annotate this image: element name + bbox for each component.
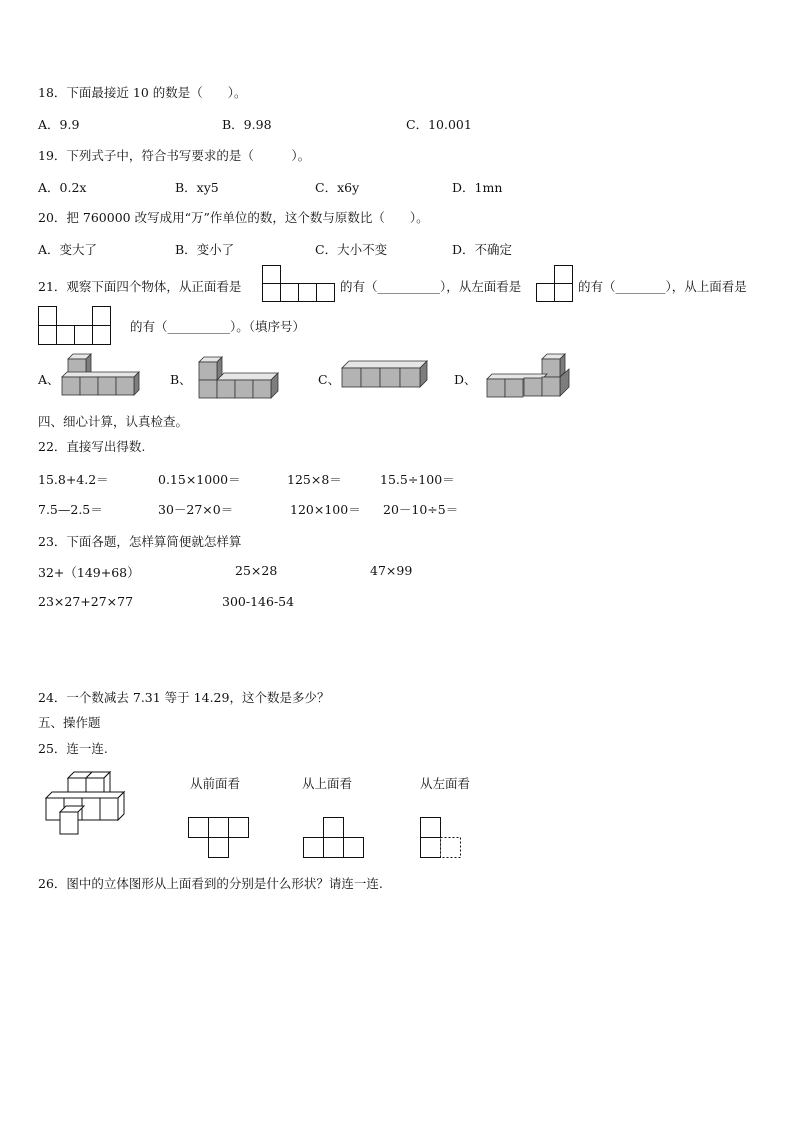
front-view-shape — [262, 265, 338, 302]
q21-option-a-label: A、 — [38, 372, 60, 387]
q19-option-d[interactable]: D．1mn — [452, 180, 503, 195]
q26-stem: 26．图中的立体图形从上面看到的分别是什么形状？请连一连. — [38, 876, 383, 891]
q21-option-d-label: D、 — [454, 372, 477, 387]
q21-text-part4: 的有（__________）。（填序号） — [130, 319, 306, 334]
q22-r2-c1: 7.5—2.5＝ — [38, 502, 103, 517]
q22-r1-c4: 15.5÷100＝ — [380, 472, 455, 487]
q22-r2-c2: 30－27×0＝ — [158, 502, 234, 517]
left-view-shape — [536, 265, 576, 302]
q19-option-a[interactable]: A．0.2x — [38, 180, 87, 195]
q25-front-view[interactable] — [188, 817, 258, 861]
q22-r1-c2: 0.15×1000＝ — [158, 472, 241, 487]
q25-top-label: 从上面看 — [302, 776, 353, 791]
q18-option-a[interactable]: A．9.9 — [38, 117, 80, 132]
section-4-heading: 四、细心计算，认真检查。 — [38, 414, 189, 429]
q23-stem: 23．下面各题，怎样算简便就怎样算 — [38, 534, 242, 549]
q20-option-d[interactable]: D．不确定 — [452, 242, 513, 257]
q22-r2-c3: 120×100＝ — [290, 502, 361, 517]
q25-left-label: 从左面看 — [420, 776, 471, 791]
q21-option-b-label: B、 — [170, 372, 192, 387]
q25-solid-figure — [40, 770, 135, 840]
solid-figure-b — [196, 352, 291, 402]
q18-option-c[interactable]: C．10.001 — [406, 117, 472, 132]
q23-r2-c2: 300-146-54 — [222, 594, 295, 609]
q23-r1-c3: 47×99 — [370, 563, 413, 578]
section-5-heading: 五、操作题 — [38, 715, 101, 730]
q22-r1-c3: 125×8＝ — [287, 472, 342, 487]
q21-text-part1: 21．观察下面四个物体，从正面看是 — [38, 279, 242, 294]
q24-stem: 24．一个数减去 7.31 等于 14.29，这个数是多少？ — [38, 690, 330, 705]
q20-option-b[interactable]: B．变小了 — [175, 242, 235, 257]
q25-stem: 25．连一连. — [38, 741, 108, 756]
q25-left-view[interactable] — [420, 817, 468, 861]
q19-stem: 19．下列式子中，符合书写要求的是（ ）。 — [38, 148, 311, 163]
q19-option-c[interactable]: C．x6y — [315, 180, 360, 195]
q20-option-a[interactable]: A．变大了 — [38, 242, 98, 257]
q22-stem: 22．直接写出得数. — [38, 439, 146, 454]
q22-r1-c1: 15.8+4.2＝ — [38, 472, 109, 487]
solid-figure-d — [484, 350, 579, 402]
q18-option-b[interactable]: B．9.98 — [222, 117, 272, 132]
solid-figure-c — [340, 356, 435, 396]
q25-top-view[interactable] — [303, 817, 373, 861]
q25-front-label: 从前面看 — [190, 776, 241, 791]
q21-option-c-label: C、 — [318, 372, 341, 387]
top-view-shape — [38, 306, 114, 346]
solid-figure-a — [60, 352, 150, 402]
q19-option-b[interactable]: B．xy5 — [175, 180, 219, 195]
q21-text-part3: 的有（________），从上面看是 — [578, 279, 747, 294]
q23-r2-c1: 23×27+27×77 — [38, 594, 134, 609]
q21-text-part2: 的有（__________），从左面看是 — [340, 279, 522, 294]
q18-stem: 18．下面最接近 10 的数是（ ）。 — [38, 85, 247, 100]
q22-r2-c4: 20－10÷5＝ — [383, 502, 459, 517]
q20-stem: 20．把 760000 改写成用“万”作单位的数，这个数与原数比（ ）。 — [38, 210, 429, 225]
q23-r1-c1: 32+（149+68） — [38, 565, 140, 580]
q23-r1-c2: 25×28 — [235, 563, 278, 578]
q20-option-c[interactable]: C．大小不变 — [315, 242, 388, 257]
